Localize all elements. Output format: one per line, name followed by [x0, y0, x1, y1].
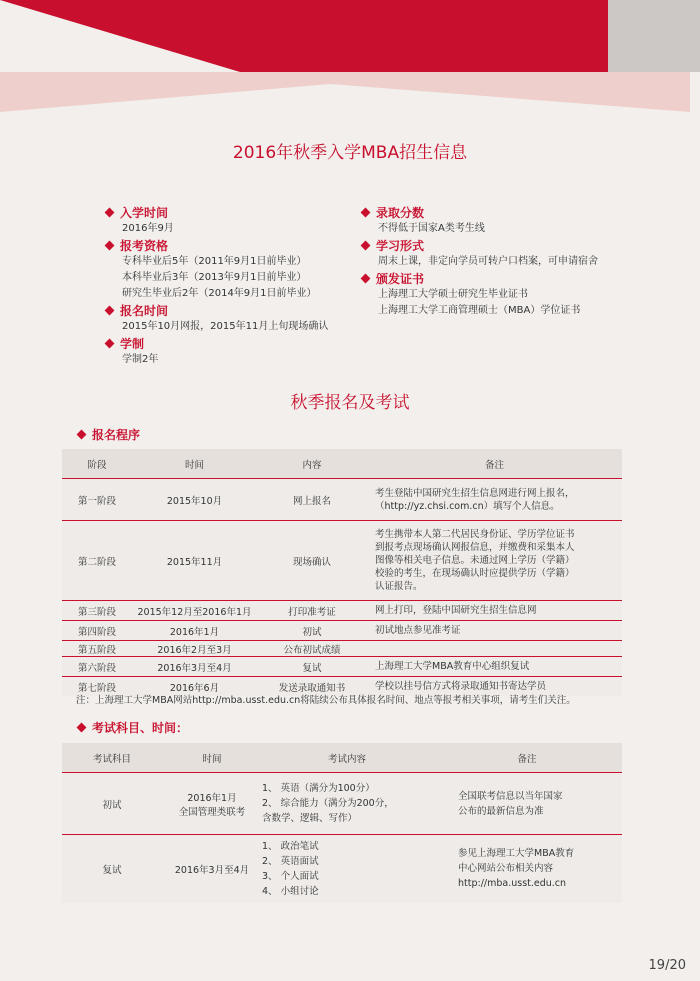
info-item-program-length: 学制 学制2年 — [104, 335, 328, 368]
diamond-bullet-icon — [361, 274, 371, 284]
website-note: 注：上海理工大学MBA网站http://mba.usst.edu.cn将陆续公布具体报名时间、地点等报考相关事项，请考生们关注。 — [76, 695, 576, 706]
table-row: 第二阶段 2015年11月 现场确认 考生携带本人第二代居民身份证、学历学位证书 到报考点现场确认网报信息，并缴费和采集本人 图像等相关电子信息。未通过网上学历（学籍） 校验的考生，在现场确认时应提供学历（学籍） 认证报告。 — [62, 521, 622, 601]
table-row: 第七阶段 2016年6月 发送录取通知书 学校以挂号信方式将录取通知书寄达学员 — [62, 677, 622, 697]
table-row: 初试 2016年1月 全国管理类联考 1、 英语（满分为100分） 2、 综合能力（满分为200分， 含数学、逻辑、写作） 全国联考信息以当年国家 公布的最新信息为准 — [62, 773, 622, 835]
diamond-bullet-icon — [105, 241, 115, 251]
info-item-study-mode: 学习形式 周末上课，非定向学员可转户口档案，可申请宿舍 — [360, 237, 598, 270]
diamond-bullet-icon — [105, 306, 115, 316]
left-info-column — [104, 204, 328, 368]
right-info-column — [360, 204, 598, 319]
exam-heading: 考试科目、时间： — [76, 719, 188, 736]
info-item-entry-time: 入学时间 2016年9月 — [104, 204, 328, 237]
diamond-bullet-icon — [361, 208, 371, 218]
info-item-registration-time: 报名时间 2015年10月网报，2015年11月上旬现场确认 — [104, 302, 328, 335]
info-item-certificates: 颁发证书 上海理工大学硕士研究生毕业证书 上海理工大学工商管理硕士（MBA）学位证书 — [360, 270, 598, 319]
info-item-eligibility: 报考资格 专科毕业后5年（2011年9月1日前毕业） 本科毕业后3年（2013年9月1日前毕业） 研究生毕业后2年（2014年9月1日前毕业） — [104, 237, 328, 302]
diamond-bullet-icon — [77, 430, 87, 440]
registration-heading: 报名程序 — [76, 426, 140, 443]
page-number: 19/20 — [648, 958, 686, 973]
table-row: 第五阶段 2016年2月至3月 公布初试成绩 — [62, 641, 622, 657]
header-grey-block — [608, 0, 700, 72]
table-header-row: 阶段 时间 内容 备注 — [62, 449, 622, 479]
exam-table — [62, 743, 622, 903]
header-red-banner — [0, 0, 612, 72]
header-pink-band — [0, 72, 690, 112]
diamond-bullet-icon — [361, 241, 371, 251]
info-item-admission-score: 录取分数 不得低于国家A类考生线 — [360, 204, 598, 237]
table-row: 第一阶段 2015年10月 网上报名 考生登陆中国研究生招生信息网进行网上报名， （http://yz.chsi.com.cn）填写个人信息。 — [62, 479, 622, 521]
table-row: 第六阶段 2016年3月至4月 复试 上海理工大学MBA教育中心组织复试 — [62, 657, 622, 677]
page-title: 2016年秋季入学MBA招生信息 — [232, 143, 468, 163]
diamond-bullet-icon — [105, 208, 115, 218]
registration-table — [62, 449, 622, 696]
table-row: 第四阶段 2016年1月 初试 初试地点参见准考证 — [62, 621, 622, 641]
section-title: 秋季报名及考试 — [290, 393, 410, 413]
diamond-bullet-icon — [77, 723, 87, 733]
table-row: 复试 2016年3月至4月 1、 政治笔试 2、 英语面试 3、 个人面试 4、 小组讨论 参见上海理工大学MBA教育 中心网站公布相关内容 http://mba.usst.edu.cn — [62, 835, 622, 903]
table-header-row: 考试科目 时间 考试内容 备注 — [62, 743, 622, 773]
diamond-bullet-icon — [105, 339, 115, 349]
table-row: 第三阶段 2015年12月至2016年1月 打印准考证 网上打印，登陆中国研究生招生信息网 — [62, 601, 622, 621]
